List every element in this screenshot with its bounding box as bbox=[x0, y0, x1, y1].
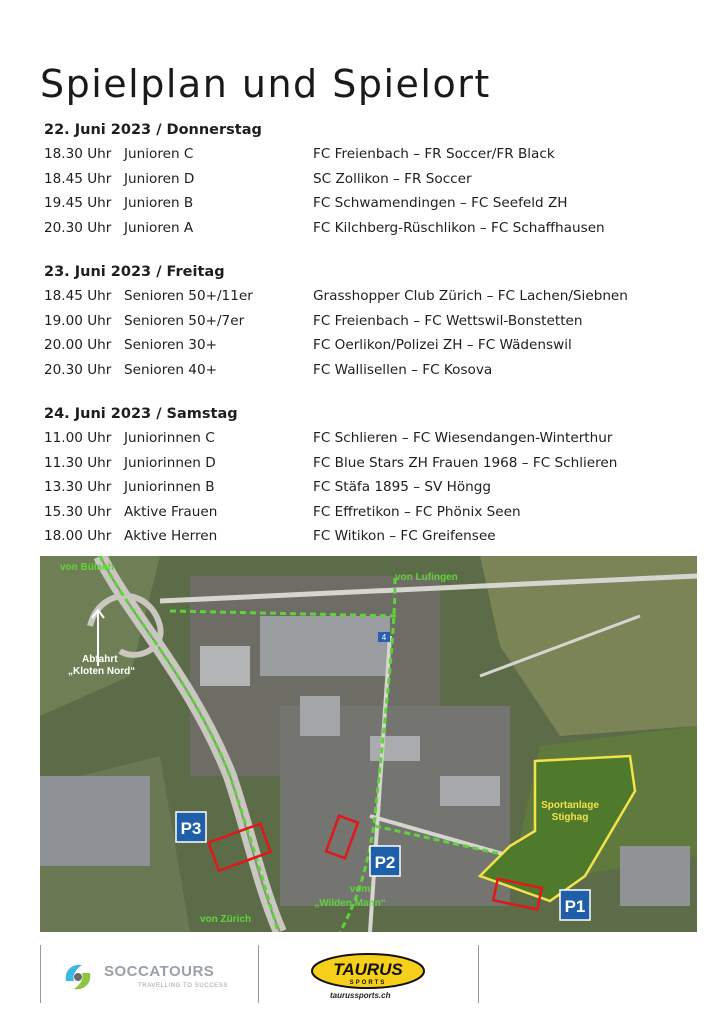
schedule-row bbox=[44, 451, 684, 476]
label-sportanlage: Sportanlage bbox=[541, 800, 599, 811]
match-pairing: FC Schwamendingen – FC Seefeld ZH bbox=[313, 195, 568, 211]
match-category: Aktive Frauen bbox=[124, 503, 218, 520]
match-time: 20.30 Uhr bbox=[44, 361, 112, 378]
match-category: Juniorinnen B bbox=[124, 479, 215, 495]
p2-label: P2 bbox=[374, 853, 396, 872]
divider bbox=[258, 945, 259, 1003]
soccatours-tagline: TRAVELLING TO SUCCESS bbox=[138, 983, 228, 989]
match-category: Junioren B bbox=[124, 195, 194, 211]
match-pairing: Grasshopper Club Zürich – FC Lachen/Siebnen bbox=[313, 288, 628, 304]
match-time: 15.30 Uhr bbox=[44, 503, 112, 520]
schedule-row bbox=[44, 524, 684, 549]
day-block-friday bbox=[44, 260, 684, 382]
match-time: 13.30 Uhr bbox=[44, 479, 112, 495]
match-pairing: FC Schlieren – FC Wiesendangen-Winterthur bbox=[313, 430, 613, 446]
schedule-row bbox=[44, 358, 684, 383]
match-time: 11.30 Uhr bbox=[44, 454, 112, 471]
match-pairing: FC Blue Stars ZH Frauen 1968 – FC Schlieren bbox=[313, 454, 618, 471]
schedule-row bbox=[44, 191, 684, 216]
sponsor-footer bbox=[40, 945, 690, 1005]
match-category: Aktive Herren bbox=[124, 528, 218, 544]
soccatours-icon bbox=[58, 957, 98, 997]
divider bbox=[478, 945, 479, 1003]
soccatours-logo bbox=[58, 957, 258, 997]
label-wilden-mann: „Wilden Mann“ bbox=[314, 898, 386, 909]
schedule-row bbox=[44, 216, 684, 241]
label-von-zuerich: von Zürich bbox=[200, 914, 252, 925]
schedule-row bbox=[44, 142, 684, 167]
day-block-thursday bbox=[44, 118, 684, 240]
building bbox=[260, 616, 390, 676]
match-category: Senioren 40+ bbox=[124, 361, 217, 378]
label-stighag: Stighag bbox=[551, 812, 589, 823]
taurus-sub: SPORTS bbox=[349, 980, 387, 986]
map-graphic bbox=[40, 556, 697, 932]
match-pairing: FC Kilchberg-Rüschlikon – FC Schaffhausen bbox=[313, 219, 605, 236]
label-kloten-nord: „Kloten Nord“ bbox=[68, 666, 136, 677]
p1-label: P1 bbox=[564, 897, 586, 916]
match-pairing: FC Wallisellen – FC Kosova bbox=[313, 361, 493, 378]
schedule-row bbox=[44, 309, 684, 334]
schedule-row bbox=[44, 500, 684, 525]
match-time: 19.00 Uhr bbox=[44, 312, 112, 329]
match-time: 18.45 Uhr bbox=[44, 288, 112, 304]
soccatours-name: SOCCATOURS bbox=[104, 963, 215, 980]
taurus-badge bbox=[308, 951, 428, 991]
match-pairing: FC Freienbach – FC Wettswil-Bonstetten bbox=[313, 312, 583, 329]
match-time: 18.00 Uhr bbox=[44, 528, 112, 544]
day-block-saturday bbox=[44, 402, 684, 549]
building bbox=[300, 696, 340, 736]
divider bbox=[40, 945, 41, 1003]
label-von-lufingen: von Lufingen bbox=[395, 572, 458, 583]
match-pairing: FC Effretikon – FC Phönix Seen bbox=[313, 503, 521, 520]
match-pairing: SC Zollikon – FR Soccer bbox=[313, 170, 472, 187]
match-pairing: FC Witikon – FC Greifensee bbox=[313, 528, 496, 544]
taurus-logo bbox=[308, 951, 428, 1003]
match-pairing: FC Stäfa 1895 – SV Höngg bbox=[313, 479, 492, 495]
building bbox=[370, 736, 420, 761]
match-time: 18.45 Uhr bbox=[44, 170, 112, 187]
p3-label: P3 bbox=[180, 819, 202, 838]
match-category: Senioren 30+ bbox=[124, 337, 217, 353]
building bbox=[200, 646, 250, 686]
match-time: 19.45 Uhr bbox=[44, 195, 112, 211]
match-category: Senioren 50+/11er bbox=[124, 288, 253, 304]
match-category: Juniorinnen D bbox=[124, 454, 216, 471]
label-vom: vom bbox=[349, 884, 371, 895]
day-heading: 24. Juni 2023 / Samstag bbox=[44, 406, 238, 422]
page-title: Spielplan und Spielort bbox=[40, 62, 491, 106]
match-category: Juniorinnen C bbox=[124, 430, 215, 446]
match-category: Junioren A bbox=[124, 219, 194, 236]
match-category: Junioren D bbox=[124, 170, 195, 187]
match-time: 20.30 Uhr bbox=[44, 219, 112, 236]
schedule-row bbox=[44, 475, 684, 500]
day-heading: 22. Juni 2023 / Donnerstag bbox=[44, 122, 262, 138]
match-time: 11.00 Uhr bbox=[44, 430, 112, 446]
match-pairing: FC Oerlikon/Polizei ZH – FC Wädenswil bbox=[313, 337, 572, 353]
taurus-name: TAURUS bbox=[333, 960, 403, 979]
airport-area bbox=[40, 776, 150, 866]
location-map[interactable] bbox=[40, 556, 697, 932]
schedule-row bbox=[44, 426, 684, 451]
match-pairing: FC Freienbach – FR Soccer/FR Black bbox=[313, 146, 555, 162]
label-von-buelach: von Bülach bbox=[60, 562, 114, 573]
day-heading: 23. Juni 2023 / Freitag bbox=[44, 264, 225, 280]
taurus-url: taurussports.ch bbox=[330, 991, 391, 1000]
building bbox=[440, 776, 500, 806]
match-time: 20.00 Uhr bbox=[44, 337, 112, 353]
match-time: 18.30 Uhr bbox=[44, 146, 112, 162]
building bbox=[620, 846, 690, 906]
schedule-row bbox=[44, 333, 684, 358]
match-category: Senioren 50+/7er bbox=[124, 312, 245, 329]
match-category: Junioren C bbox=[124, 146, 194, 162]
label-abfahrt: Abfahrt bbox=[82, 654, 118, 665]
road-number: 4 bbox=[381, 633, 387, 642]
schedule-row bbox=[44, 284, 684, 309]
schedule-row bbox=[44, 167, 684, 192]
